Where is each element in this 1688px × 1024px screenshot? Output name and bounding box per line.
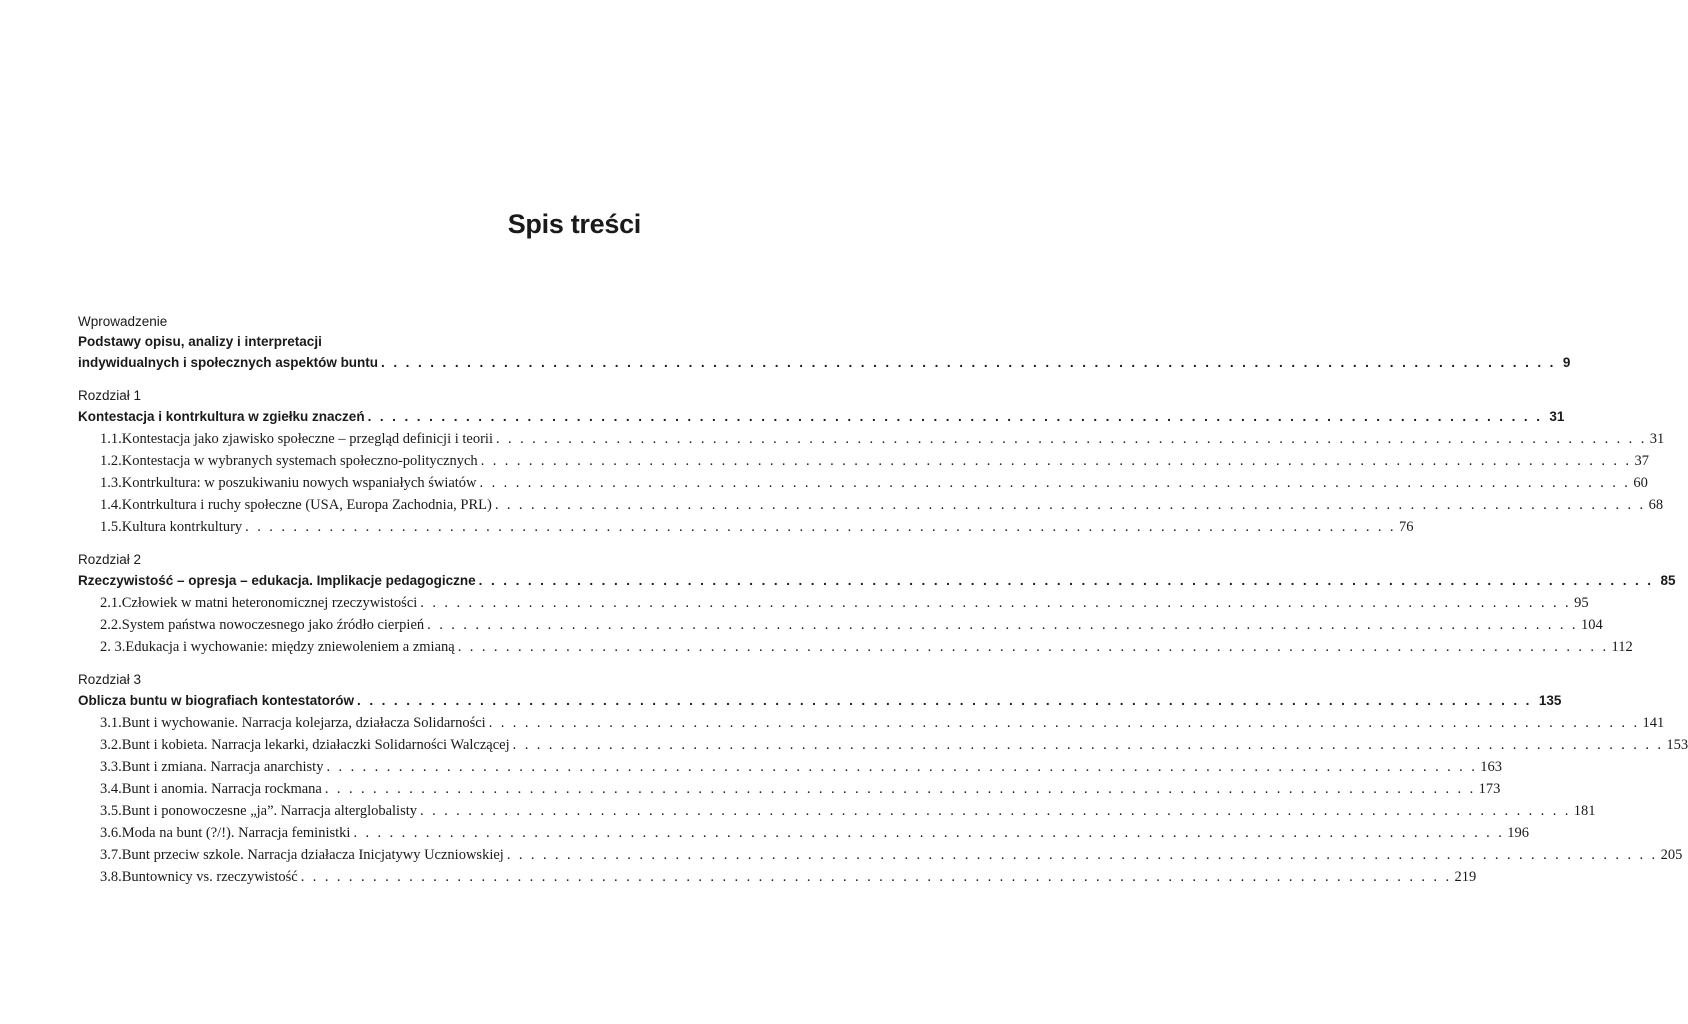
- section-number: 3.3.: [100, 759, 122, 775]
- section-entry: [78, 494, 1664, 516]
- section-number: 2.2.: [100, 617, 122, 633]
- page-number: 60: [1633, 475, 1648, 491]
- intro-heading-line-2: indywidualnych i społecznych aspektów buntu: [78, 355, 379, 370]
- section-title: Człowiek w matni heteronomicznej rzeczywistości: [121, 595, 418, 611]
- dot-leader: [420, 592, 1571, 614]
- section-entry: [78, 734, 1688, 756]
- page-number: 37: [1634, 453, 1649, 469]
- chapter-heading: Oblicza buntu w biografiach kontestatorów: [78, 693, 355, 708]
- section-title: Kontrkultura i ruchy społeczne (USA, Europa Zachodnia, PRL): [121, 497, 492, 513]
- chapter-heading-entry: [78, 406, 1565, 428]
- section-title: Bunt i ponowoczesne „ja”. Narracja alterglobalisty: [121, 803, 418, 819]
- table-of-contents: [78, 312, 1688, 888]
- page-number: 104: [1580, 617, 1603, 633]
- dot-leader: [420, 800, 1571, 822]
- dot-leader: [326, 756, 1477, 778]
- page-title: Spis treści: [507, 209, 641, 239]
- section-entry: [78, 712, 1665, 734]
- dot-leader: [479, 570, 1654, 592]
- section-number: 1.4.: [100, 497, 122, 513]
- section-number: 1.3.: [100, 475, 122, 491]
- dot-leader: [357, 690, 1532, 712]
- dot-leader: [489, 712, 1640, 734]
- section-entry: [78, 866, 1477, 888]
- section-number: 2.1.: [100, 595, 122, 611]
- section-entry: [78, 822, 1529, 844]
- section-number: 3.4.: [100, 781, 122, 797]
- section-number: 1.5.: [100, 519, 122, 535]
- chapter-heading-entry: [78, 690, 1562, 712]
- page-number: 153: [1666, 737, 1688, 753]
- dot-leader: [495, 494, 1646, 516]
- section-title: Bunt i kobieta. Narracja lekarki, działaczki Solidarności Walczącej: [121, 737, 510, 753]
- section-number: 3.8.: [100, 869, 122, 885]
- page-number: 205: [1660, 847, 1683, 863]
- page-number: 219: [1454, 869, 1477, 885]
- section-number: 3.6.: [100, 825, 122, 841]
- section-title: Bunt i anomia. Narracja rockmana: [121, 781, 322, 797]
- page-number: 68: [1648, 497, 1664, 513]
- page-number: 181: [1573, 803, 1596, 819]
- section-number: 3.5.: [100, 803, 122, 819]
- dot-leader: [480, 472, 1631, 494]
- section-entry: [78, 428, 1665, 450]
- chapter-label: Rozdział 2: [78, 552, 142, 567]
- section-title: Bunt i zmiana. Narracja anarchisty: [121, 759, 324, 775]
- chapter-block: [78, 550, 1676, 658]
- section-number: 3.1.: [100, 715, 122, 731]
- page-number: 76: [1398, 519, 1414, 535]
- dot-leader: [427, 614, 1578, 636]
- dot-leader: [325, 778, 1476, 800]
- section-entry: [78, 516, 1414, 538]
- section-title: Kultura kontrkultury: [121, 519, 243, 535]
- page-number: 9: [1562, 355, 1571, 370]
- dot-leader: [301, 866, 1452, 888]
- section-number: 3.2.: [100, 737, 122, 753]
- intro-block: [78, 312, 1571, 374]
- chapter-heading: Rzeczywistość – opresja – edukacja. Implikacje pedagogiczne: [78, 573, 476, 588]
- section-entry: [78, 800, 1596, 822]
- page-number: 141: [1642, 715, 1665, 731]
- dot-leader: [353, 822, 1504, 844]
- page-number: 85: [1660, 573, 1676, 588]
- intro-label: Wprowadzenie: [78, 314, 168, 329]
- section-title: Kontestacja jako zjawisko społeczne – przegląd definicji i teorii: [121, 431, 493, 447]
- section-entry: [78, 450, 1649, 472]
- chapter-label: Rozdział 1: [78, 388, 142, 403]
- section-title: System państwa nowoczesnego jako źródło cierpień: [121, 617, 425, 633]
- section-title: Edukacja i wychowanie: między zniewoleniem a zmianą: [125, 639, 455, 655]
- section-entry: [78, 614, 1603, 636]
- section-title: Buntownicy vs. rzeczywistość: [121, 869, 298, 885]
- section-entry: [78, 844, 1683, 866]
- page-number: 196: [1507, 825, 1529, 841]
- dot-leader: [368, 406, 1543, 428]
- page-number: 163: [1480, 759, 1502, 775]
- page-number: 31: [1549, 409, 1565, 424]
- dot-leader: [381, 352, 1556, 374]
- section-title: Moda na bunt (?/!). Narracja feministki: [121, 825, 351, 841]
- chapter-block: [78, 386, 1665, 538]
- section-entry: [78, 472, 1648, 494]
- section-title: Bunt przeciw szkole. Narracja działacza Inicjatywy Uczniowskiej: [121, 847, 504, 863]
- dot-leader: [458, 636, 1609, 658]
- chapter-block: [78, 670, 1688, 888]
- section-number: 1.1.: [100, 431, 122, 447]
- section-title: Kontestacja w wybranych systemach społeczno-politycznych: [121, 453, 478, 469]
- section-title: Bunt i wychowanie. Narracja kolejarza, działacza Solidarności: [121, 715, 486, 731]
- dot-leader: [507, 844, 1658, 866]
- section-entry: [78, 756, 1502, 778]
- chapter-heading: Kontestacja i kontrkultura w zgiełku znaczeń: [78, 409, 365, 424]
- intro-heading-entry: [78, 352, 1571, 374]
- page-number: 95: [1574, 595, 1589, 611]
- section-number: 1.2.: [100, 453, 122, 469]
- dot-leader: [513, 734, 1664, 756]
- dot-leader: [496, 428, 1647, 450]
- section-entry: [78, 592, 1589, 614]
- chapter-label: Rozdział 3: [78, 672, 142, 687]
- dot-leader: [245, 516, 1396, 538]
- page-number: 112: [1611, 639, 1633, 655]
- intro-heading-line-1: Podstawy opisu, analizy i interpretacji: [78, 334, 322, 349]
- dot-leader: [481, 450, 1632, 472]
- page-number: 31: [1649, 431, 1665, 447]
- page-number: 173: [1478, 781, 1501, 797]
- section-entry: [78, 778, 1501, 800]
- section-number: 2. 3.: [100, 639, 126, 655]
- section-entry: [78, 636, 1633, 658]
- section-number: 3.7.: [100, 847, 122, 863]
- page-number: 135: [1538, 693, 1562, 708]
- chapter-heading-entry: [78, 570, 1676, 592]
- section-title: Kontrkultura: w poszukiwaniu nowych wspaniałych światów: [121, 475, 477, 491]
